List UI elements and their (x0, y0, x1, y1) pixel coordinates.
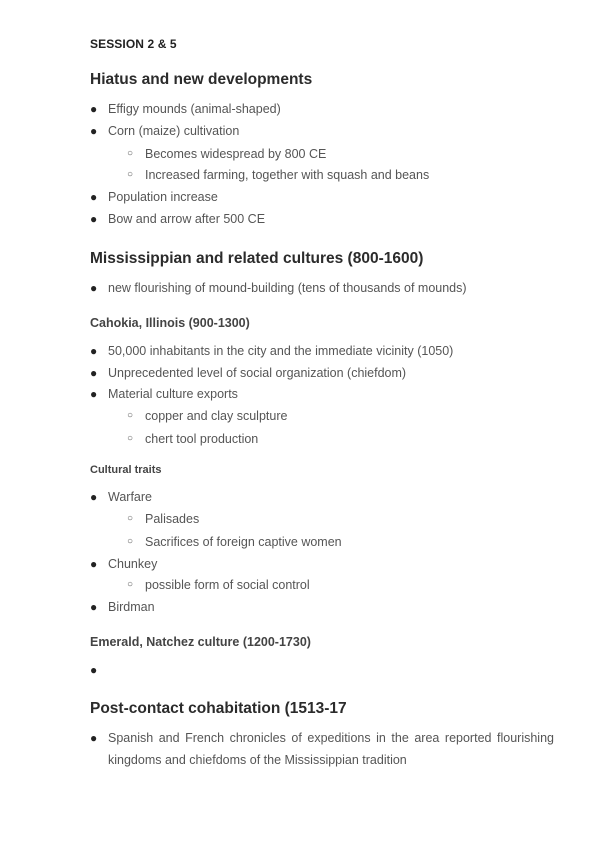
bullet-icon: ● (90, 281, 98, 295)
heading-mississippian: Mississippian and related cultures (800-1600) (90, 250, 424, 267)
circle-bullet-icon: ○ (127, 579, 134, 590)
bullet-icon: ● (90, 212, 98, 226)
bullet-icon: ● (90, 557, 98, 571)
circle-bullet-icon: ○ (127, 410, 134, 421)
circle-bullet-icon: ○ (127, 513, 134, 524)
bullet-icon: ● (90, 663, 98, 677)
session-label: SESSION 2 & 5 (90, 37, 177, 51)
bullet-icon: ● (90, 731, 98, 745)
bullet-icon: ● (90, 366, 98, 380)
bullet-icon: ● (90, 490, 98, 504)
bullet-icon: ● (90, 124, 98, 138)
bullet-icon: ● (90, 190, 98, 204)
circle-bullet-icon: ○ (127, 169, 134, 180)
circle-bullet-icon: ○ (127, 148, 134, 159)
heading-post-contact: Post-contact cohabitation (1513-17 (90, 700, 347, 717)
heading-hiatus: Hiatus and new developments (90, 71, 313, 88)
bullet-icon: ● (90, 387, 98, 401)
list-item-paragraph: ● Spanish and French chronicles of expeditions in the area reported flourishing kingdoms and chiefdoms of the Mississippian tradition (90, 727, 554, 771)
circle-bullet-icon: ○ (127, 433, 134, 444)
heading-cahokia: Cahokia, Illinois (900-1300) (90, 316, 250, 330)
bullet-icon: ● (90, 600, 98, 614)
document-page: SESSION 2 & 5 Hiatus and new developments ● Effigy mounds (animal-shaped) ● Corn (maize) cultivation ○ Becomes widespread by 800 CE ○ Increased farming, together with squash and beans ● Population increase ● Bow and arrow after 500 CE Mississippian and related cultures (800-1600) ● new flourishing of mound-building (tens of thousands of mounds) Cahokia, Illinois (900-1300) ● 50,000 inhabitants in the city and the immediate vicinity (1050) ● Unprecedented level of social organization (chiefdom) ● Material culture exports ○ copper and clay sculpture ○ chert tool production Cultural traits ● Warfare ○ Palisades ○ Sacrifices of foreign captive women ● Chunkey ○ possible form of social control ● Birdman Emerald, Natchez culture (1200-1730) ● Post-contact cohabitation (1513-17 ● Spanish and French chronicles of expeditions in the area reported flourishing kingdoms and chiefdoms of the Mississippian tradition (0, 0, 600, 848)
circle-bullet-icon: ○ (127, 536, 134, 547)
heading-cultural-traits: Cultural traits (90, 464, 162, 476)
heading-emerald: Emerald, Natchez culture (1200-1730) (90, 635, 311, 649)
bullet-icon: ● (90, 102, 98, 116)
bullet-icon: ● (90, 344, 98, 358)
